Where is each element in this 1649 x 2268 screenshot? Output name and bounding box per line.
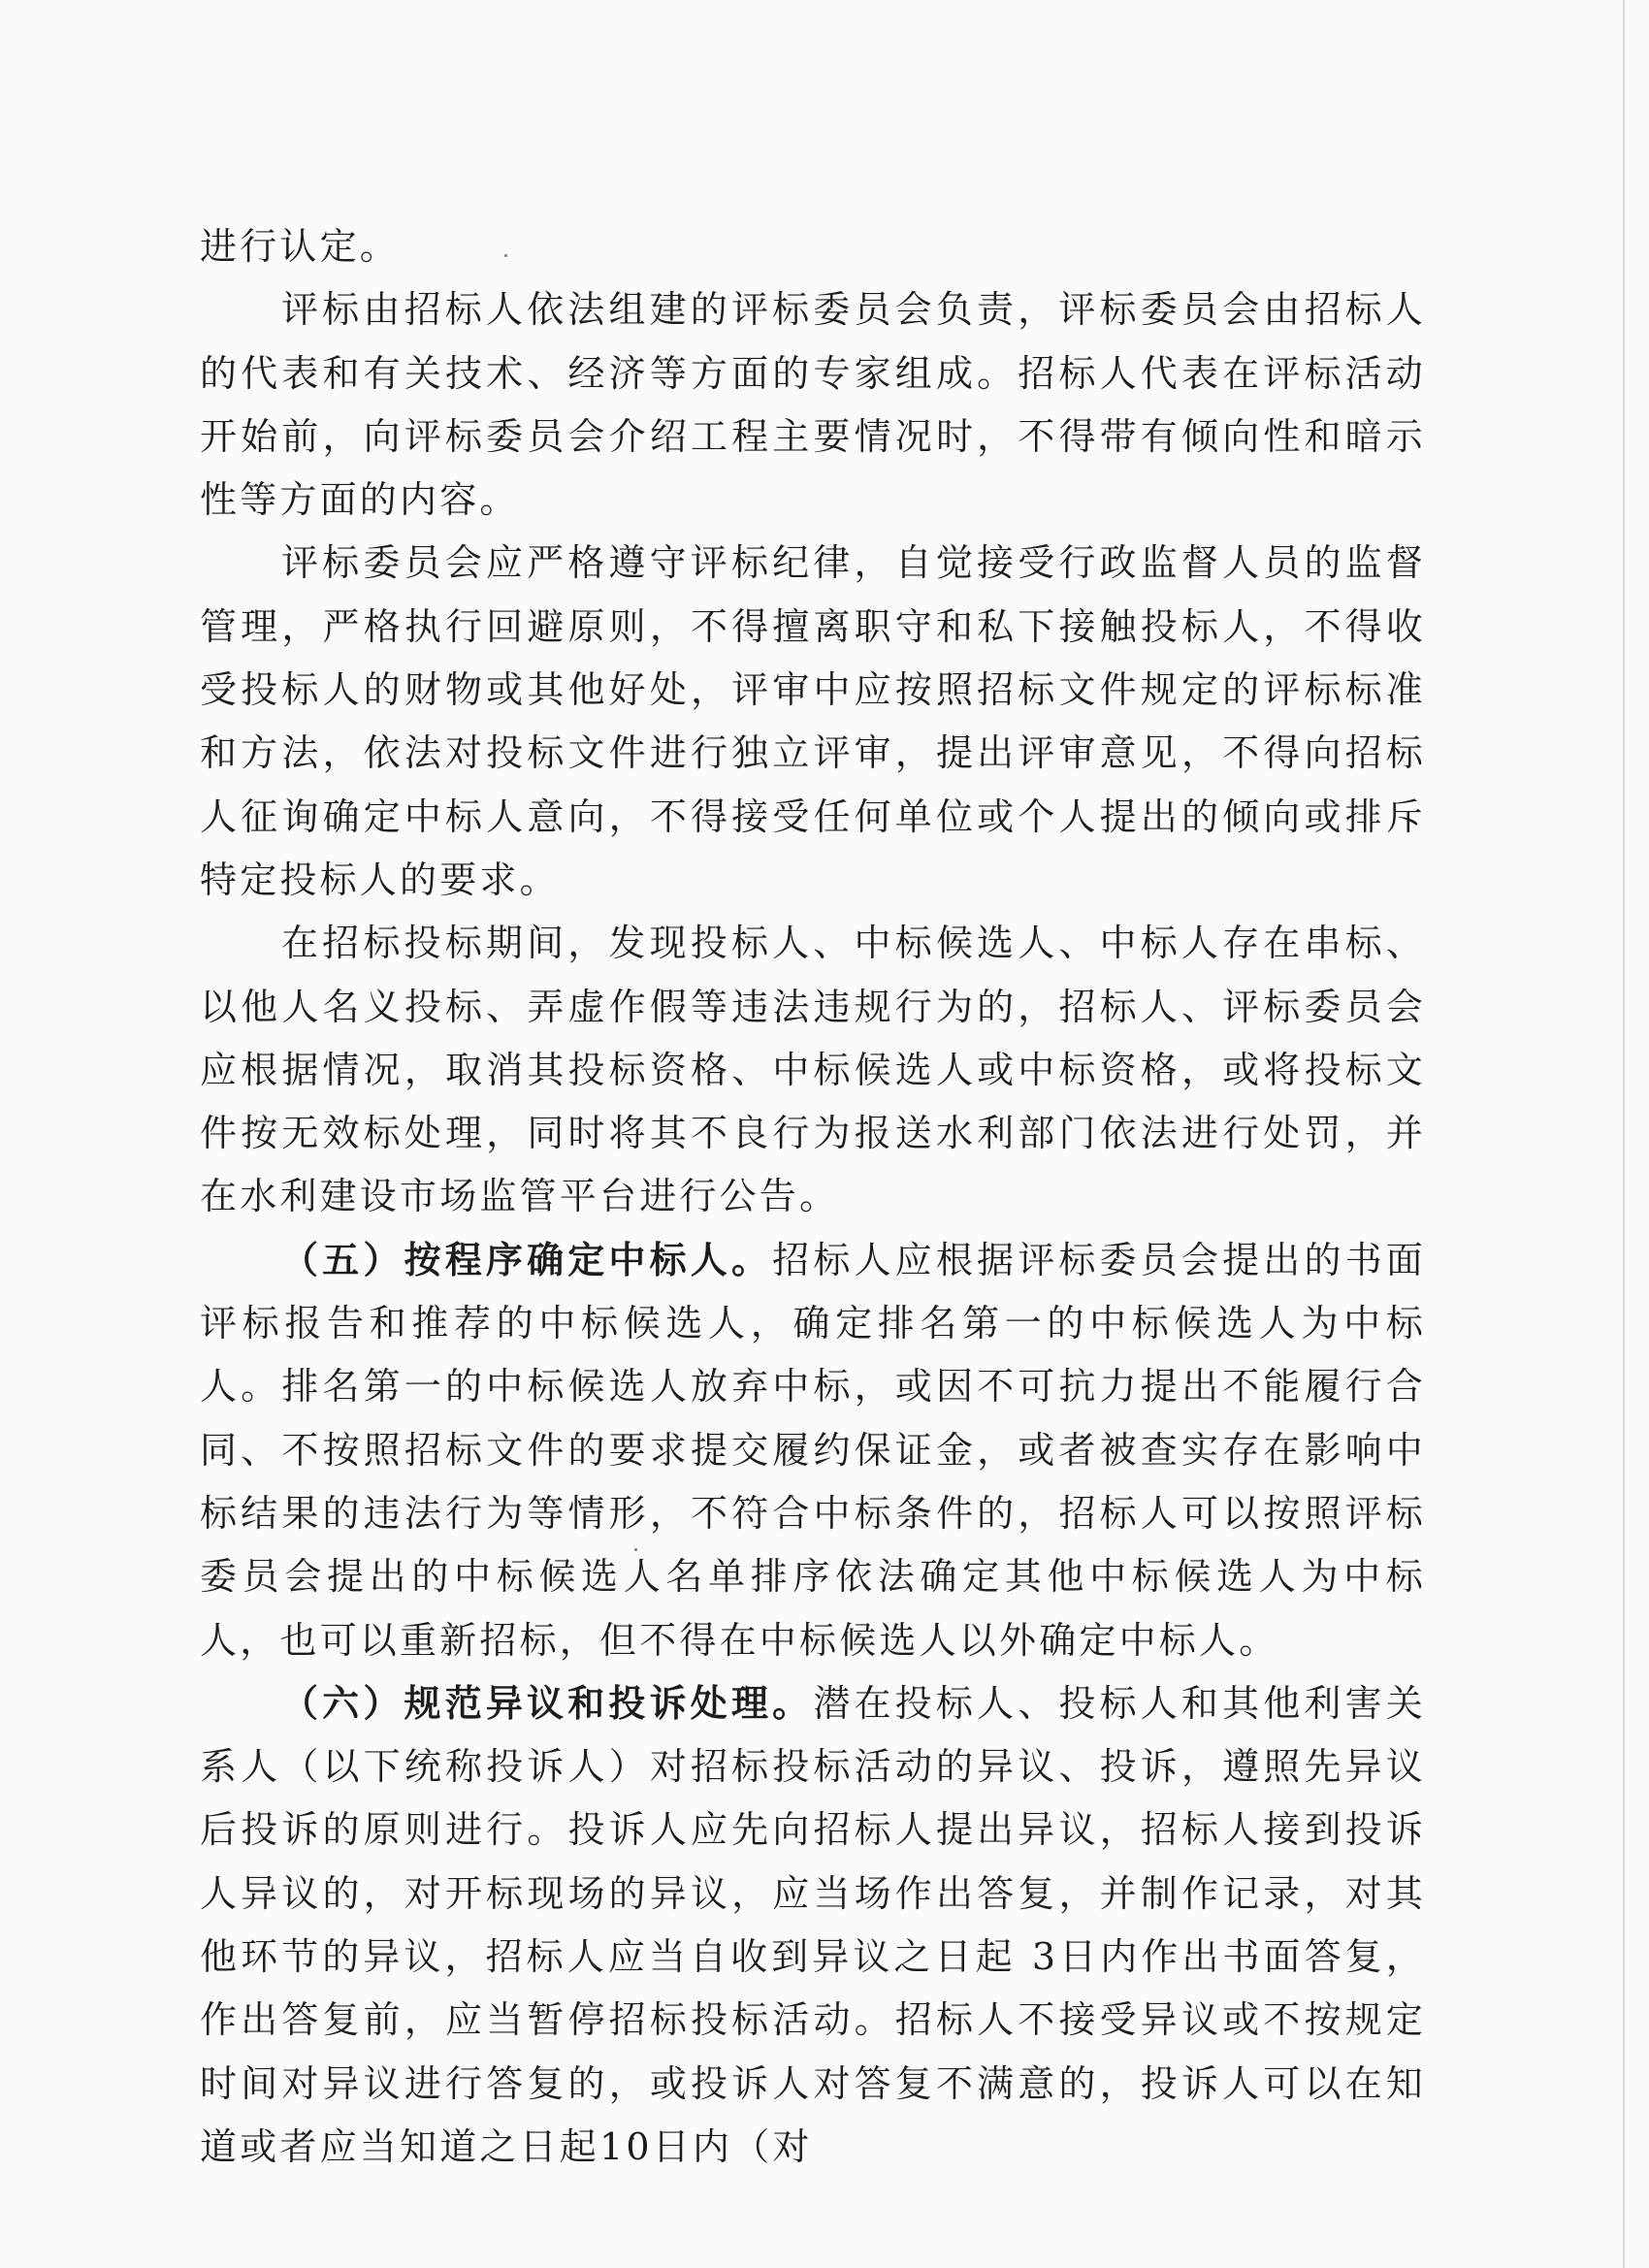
document-body (200, 215, 1426, 2179)
section-heading-6: （六）规范异议和投诉处理。 (281, 1681, 814, 1725)
paragraph-evaluation-committee: 评标由招标人依法组建的评标委员会负责，评标委员会由招标人的代表和有关技术、经济等方面的专家组成。招标人代表在评标活动开始前，向评标委员会介绍工程主要情况时，不得带有倾向性和暗示性等方面的内容。 (200, 288, 1426, 522)
paragraph-objections (200, 1672, 1426, 2179)
paragraph-body: 招标人应根据评标委员会提出的书面评标报告和推荐的中标候选人，确定排名第一的中标候选人为中标人。排名第一的中标候选人放弃中标，或因不可抗力提出不能履行合同、不按照招标文件的要求提交履约保证金，或者被查实存在影响中标结果的违法行为等情形，不符合中标条件的，招标人可以按照评标委员会提出的中标候选人名单排序依法确定其他中标候选人为中标人，也可以重新招标，但不得在中标候选人以外确定中标人。 (200, 1238, 1427, 1662)
section-heading-5: （五）按程序确定中标人。 (281, 1238, 773, 1281)
paragraph-intro: 进行认定。 (200, 225, 401, 268)
paragraph-evaluation-discipline: 评标委员会应严格遵守评标纪律，自觉接受行政监督人员的监督管理，严格执行回避原则，不得擅离职守和私下接触投标人，不得收受投标人的财物或其他好处，评审中应按照招标文件规定的评标标准和方法，依法对投标文件进行独立评审，提出评审意见，不得向招标人征询确定中标人意向，不得接受任何单位或个人提出的倾向或排斥特定投标人的要求。 (200, 541, 1426, 901)
paragraph-violations: 在招标投标期间，发现投标人、中标候选人、中标人存在串标、以他人名义投标、弄虚作假等违法违规行为的，招标人、评标委员会应根据情况，取消其投标资格、中标候选人或中标资格，或将投标文件按无效标处理，同时将其不良行为报送水利部门依法进行处罚，并在水利建设市场监管平台进行公告。 (200, 922, 1426, 1218)
paragraph-winning-bidder (200, 1229, 1426, 1672)
page-edge-shadow (1623, 0, 1625, 2268)
paragraph-body: 潜在投标人、投标人和其他利害关系人（以下统称投诉人）对招标投标活动的异议、投诉，遵照先异议后投诉的原则进行。投诉人应先向招标人提出异议，招标人接到投诉人异议的，对开标现场的异议，应当场作出答复，并制作记录，对其他环节的异议，招标人应当自收到异议之日起 3日内作出书面答复，作出答复前，应当暂停招标投标活动。招标人不接受异议或不按规定时间对异议进行答复的，或投诉人对答复不满意的，投诉人可以在知道或者应当知道之日起10日内（对 (200, 1681, 1426, 2168)
